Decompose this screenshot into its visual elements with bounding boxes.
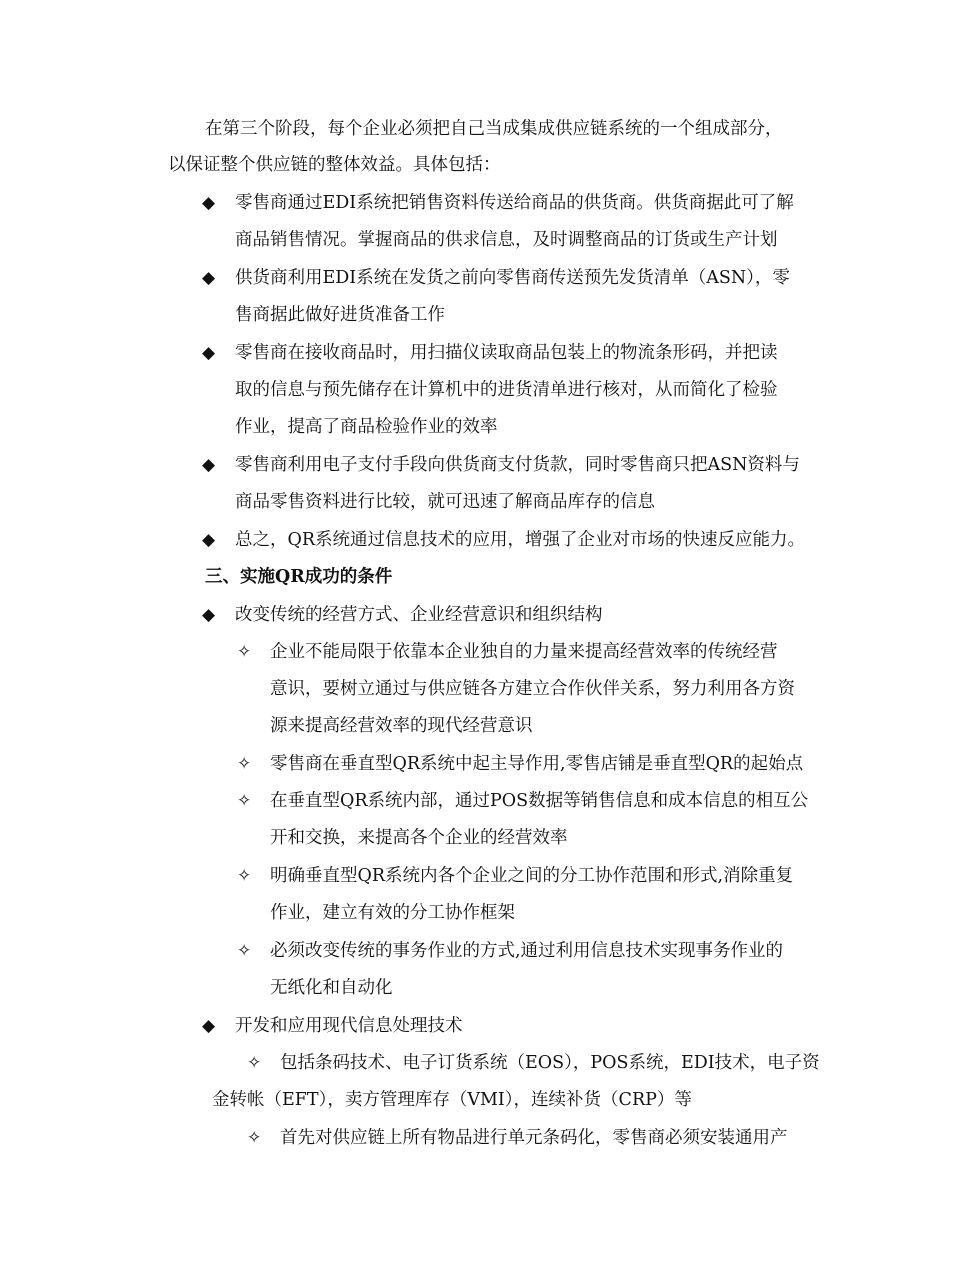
diamond-bullet-icon: ◆	[202, 455, 216, 475]
condition-1-item-4-line-1: 明确垂直型QR系统内各个企业之间的分工协作范围和形式,消除重复	[270, 866, 794, 886]
diamond-bullet-icon: ◆	[202, 268, 216, 288]
condition-1-title: 改变传统的经营方式、企业经营意识和组织结构	[235, 605, 603, 625]
condition-1-item-1-line-1: 企业不能局限于依靠本企业独自的力量来提高经营效率的传统经营	[270, 642, 778, 662]
diamond-bullet-icon: ◆	[202, 530, 216, 550]
condition-2-item-2-line-1: 首先对供应链上所有物品进行单元条码化，零售商必须安装通用产	[280, 1128, 788, 1148]
star-bullet-icon: ✧	[237, 642, 252, 662]
condition-2-item-1-line-1: 包括条码技术、电子订货系统（EOS），POS系统，EDI技术，电子资	[280, 1053, 820, 1073]
star-bullet-icon: ✧	[247, 1128, 262, 1148]
bullet-4-line-2: 商品零售资料进行比较，就可迅速了解商品库存的信息	[235, 492, 655, 512]
bullet-4-line-1: 零售商利用电子支付手段向供货商支付货款，同时零售商只把ASN资料与	[235, 455, 800, 475]
star-bullet-icon: ✧	[247, 1053, 262, 1073]
star-bullet-icon: ✧	[237, 866, 252, 886]
bullet-1-line-1: 零售商通过EDI系统把销售资料传送给商品的供货商。供货商据此可了解	[235, 193, 794, 213]
intro-line-1: 在第三个阶段，每个企业必须把自己当成集成供应链系统的一个组成部分，	[205, 119, 783, 139]
diamond-bullet-icon: ◆	[202, 605, 216, 625]
condition-2-title: 开发和应用现代信息处理技术	[235, 1016, 463, 1036]
condition-1-item-3-line-1: 在垂直型QR系统内部，通过POS数据等销售信息和成本信息的相互公	[270, 791, 809, 811]
condition-1-item-4-line-2: 作业，建立有效的分工协作框架	[270, 903, 515, 923]
bullet-1-line-2: 商品销售情况。掌握商品的供求信息，及时调整商品的订货或生产计划	[235, 230, 778, 250]
diamond-bullet-icon: ◆	[202, 343, 216, 363]
bullet-2-line-1: 供货商利用EDI系统在发货之前向零售商传送预先发货清单（ASN），零	[235, 268, 790, 288]
condition-1-item-2-line-1: 零售商在垂直型QR系统中起主导作用,零售店铺是垂直型QR的起始点	[270, 754, 804, 774]
condition-1-item-5-line-2: 无纸化和自动化	[270, 978, 393, 998]
intro-line-2: 以保证整个供应链的整体效益。具体包括：	[168, 155, 501, 175]
condition-1-item-3-line-2: 开和交换，来提高各个企业的经营效率	[270, 828, 568, 848]
condition-1-item-1-line-2: 意识，要树立通过与供应链各方建立合作伙伴关系，努力利用各方资	[270, 679, 795, 699]
bullet-5-line-1: 总之，QR系统通过信息技术的应用，增强了企业对市场的快速反应能力。	[235, 530, 806, 550]
bullet-2-line-2: 售商据此做好进货准备工作	[235, 305, 445, 325]
diamond-bullet-icon: ◆	[202, 193, 216, 213]
star-bullet-icon: ✧	[237, 754, 252, 774]
condition-1-item-5-line-1: 必须改变传统的事务作业的方式,通过利用信息技术实现事务作业的	[270, 941, 784, 961]
bullet-3-line-1: 零售商在接收商品时，用扫描仪读取商品包装上的物流条形码，并把读	[235, 343, 778, 363]
bullet-3-line-2: 取的信息与预先储存在计算机中的进货清单进行核对，从而简化了检验	[235, 380, 778, 400]
section-heading: 三、实施QR成功的条件	[205, 567, 393, 587]
condition-1-item-1-line-3: 源来提高经营效率的现代经营意识	[270, 716, 533, 736]
condition-2-item-1-line-2: 金转帐（EFT），卖方管理库存（VMI），连续补货（CRP）等	[212, 1090, 692, 1110]
star-bullet-icon: ✧	[237, 941, 252, 961]
star-bullet-icon: ✧	[237, 791, 252, 811]
bullet-3-line-3: 作业，提高了商品检验作业的效率	[235, 417, 498, 437]
diamond-bullet-icon: ◆	[202, 1016, 216, 1036]
